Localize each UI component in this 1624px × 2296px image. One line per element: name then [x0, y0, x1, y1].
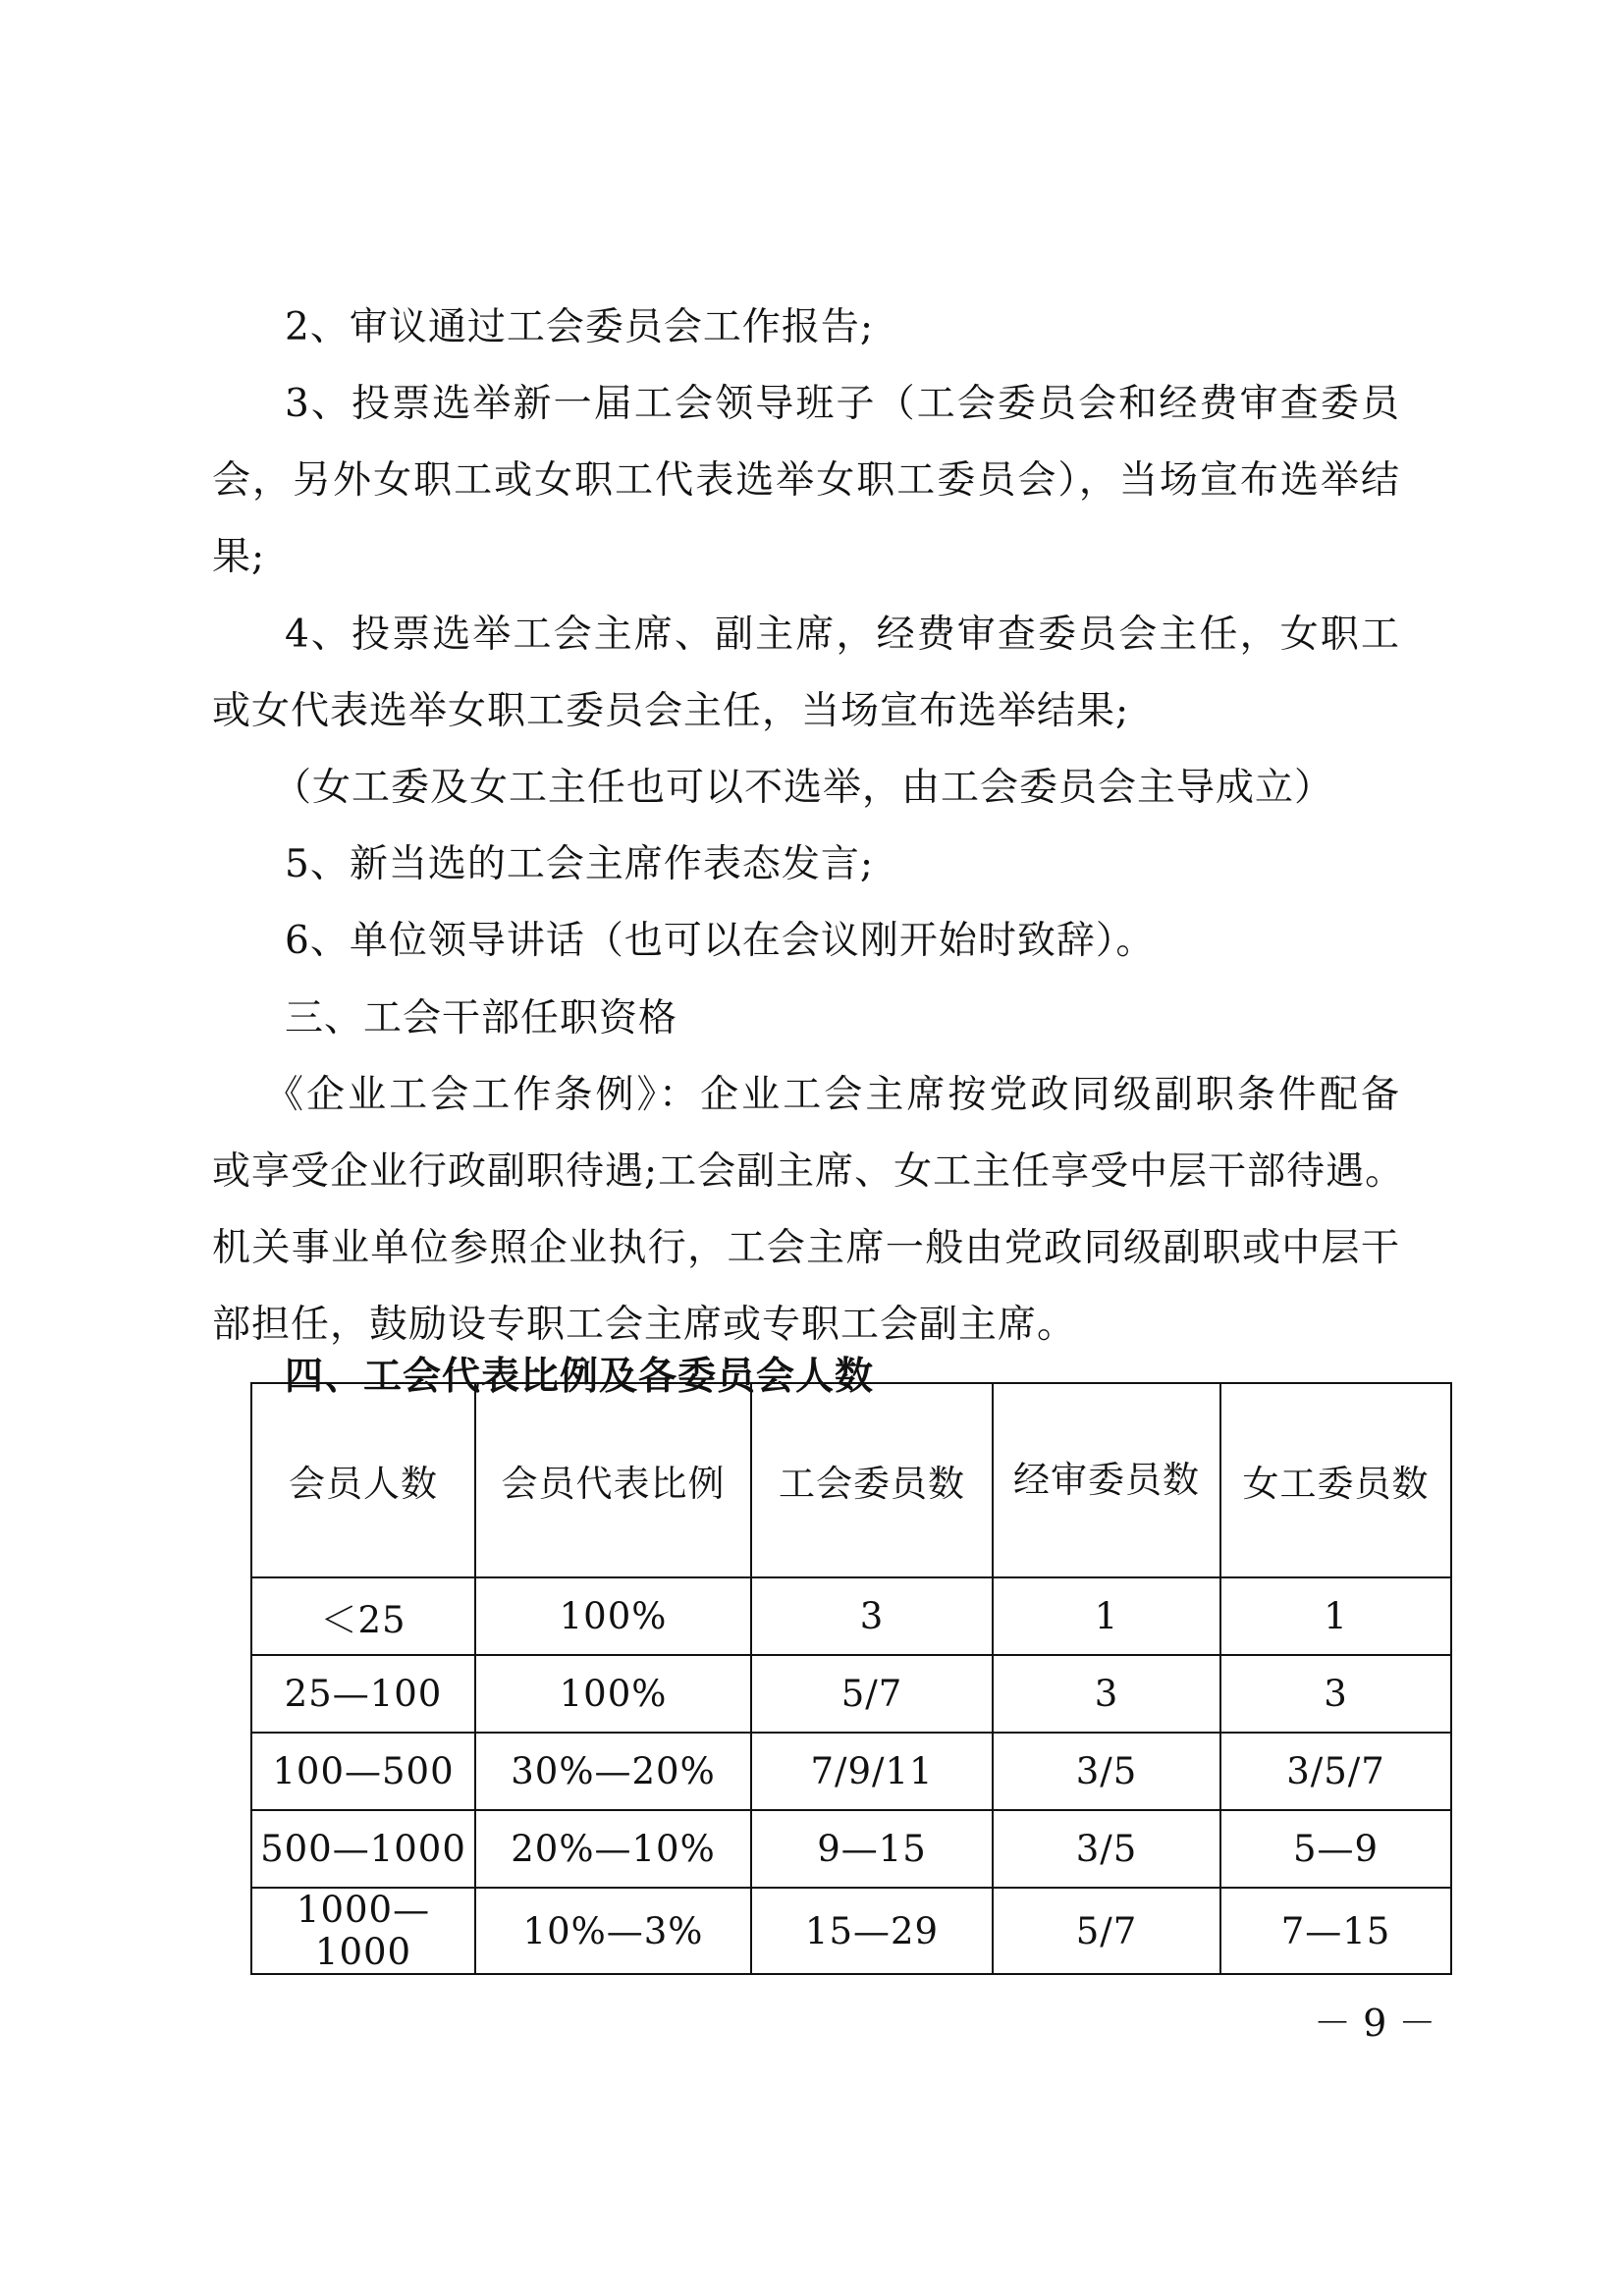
item-3-line-3: 果; [212, 535, 266, 579]
section-3-line-2: 或享受企业行政副职待遇;工会副主席、女工主任享受中层干部待遇。 [212, 1149, 1405, 1194]
table-cell: 100% [475, 1577, 751, 1655]
section-3-line-1: 《企业工会工作条例》：企业工会主席按党政同级副职条件配备 [265, 1073, 1400, 1117]
table-cell: 100% [475, 1655, 751, 1733]
header-women-committee-count: 女工委员数 [1220, 1383, 1451, 1577]
item-4-line-2: 或女代表选举女职工委员会主任，当场宣布选举结果; [212, 689, 1130, 733]
table-cell: 3 [1220, 1655, 1451, 1733]
table-cell: 100—500 [251, 1733, 475, 1810]
header-union-committee-count: 工会委员数 [751, 1383, 993, 1577]
table-cell: 1 [1220, 1577, 1451, 1655]
table-cell: 3/5 [993, 1810, 1220, 1888]
table-cell: 3/5 [993, 1733, 1220, 1810]
table-cell: 30%—20% [475, 1733, 751, 1810]
committee-size-table [250, 1382, 1452, 1975]
table-cell: 5—9 [1220, 1810, 1451, 1888]
table-cell: 1000—1000 [251, 1888, 475, 1974]
table-cell: 15—29 [751, 1888, 993, 1974]
table-cell: 3 [993, 1655, 1220, 1733]
item-2: 2、审议通过工会委员会工作报告; [285, 305, 874, 349]
page-number: － 9 － [1314, 2002, 1436, 2045]
note-paragraph: （女工委及女工主任也可以不选举，由工会委员会主导成立） [273, 766, 1334, 810]
table-row [251, 1733, 1451, 1810]
table-cell: 10%—3% [475, 1888, 751, 1974]
table-cell: 5/7 [751, 1655, 993, 1733]
item-4-line-1: 4、投票选举工会主席、副主席，经费审查委员会主任，女职工 [285, 613, 1400, 657]
section-3-line-4: 部担任，鼓励设专职工会主席或专职工会副主席。 [212, 1303, 1077, 1347]
item-5: 5、新当选的工会主席作表态发言; [285, 842, 874, 886]
table-cell: 7/9/11 [751, 1733, 993, 1810]
section-4-heading: 四、工会代表比例及各委员会人数 [285, 1354, 875, 1399]
header-audit-committee-count: 经审委员数 [993, 1383, 1220, 1577]
item-3-line-2: 会，另外女职工或女职工代表选举女职工委员会），当场宣布选举结 [212, 458, 1400, 503]
item-3-line-1: 3、投票选举新一届工会领导班子（工会委员会和经费审查委员 [285, 382, 1400, 426]
table-cell: 20%—10% [475, 1810, 751, 1888]
table-cell: ＜25 [251, 1577, 475, 1655]
table-cell: 25—100 [251, 1655, 475, 1733]
section-3-heading: 三、工会干部任职资格 [285, 996, 678, 1041]
table-cell: 1 [993, 1577, 1220, 1655]
table-cell: 9—15 [751, 1810, 993, 1888]
header-member-count: 会员人数 [251, 1383, 475, 1577]
table-row [251, 1655, 1451, 1733]
table-cell: 3/5/7 [1220, 1733, 1451, 1810]
table-row [251, 1810, 1451, 1888]
table-row [251, 1888, 1451, 1974]
table-cell: 3 [751, 1577, 993, 1655]
table-cell: 5/7 [993, 1888, 1220, 1974]
section-3-line-3: 机关事业单位参照企业执行，工会主席一般由党政同级副职或中层干 [212, 1226, 1400, 1270]
table-cell: 500—1000 [251, 1810, 475, 1888]
table-row [251, 1577, 1451, 1655]
table-cell: 7—15 [1220, 1888, 1451, 1974]
header-representative-ratio: 会员代表比例 [475, 1383, 751, 1577]
item-6: 6、单位领导讲话（也可以在会议刚开始时致辞）。 [285, 919, 1156, 963]
table-header-row [251, 1383, 1451, 1577]
